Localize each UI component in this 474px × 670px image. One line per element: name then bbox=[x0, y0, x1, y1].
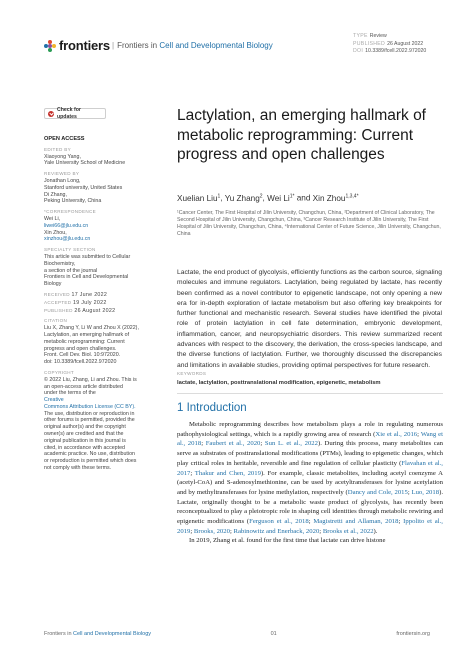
citation-link[interactable]: Ippolito et al., 2019 bbox=[177, 518, 443, 535]
citation-link[interactable]: Sun L. et al., 2022 bbox=[264, 440, 318, 448]
open-access-label: OPEN ACCESS bbox=[44, 136, 85, 142]
text-line: Lactylation, an emerging hallmark of bbox=[44, 331, 130, 338]
author-name[interactable]: Wei $Li^{1*}$ bbox=[267, 193, 295, 203]
meta-value: Review bbox=[369, 33, 387, 39]
citation-link[interactable]: Thakur and Chen, 2019 bbox=[194, 469, 261, 477]
edited-by-label: EDITED BY bbox=[44, 146, 71, 152]
author-name[interactable]: Xuelian Liu$^1$ bbox=[177, 193, 221, 203]
abstract: Lactate, the end product of glycolysis, efficiently functions as the carbon source, signaling molecules and immune regulators. Lactylation, being regulated by lactate, has recently been confirmed as a novel contributor to epigenetic landscape, not only opening a new era for in-depth exploration of lactate metabolism but also offering key breakpoints for further functional and mechanistic research. Several studies have identified the pivotal role of protein lactylation in cell fate determination, embryonic development, inflammation, cancer, and neuropsychiatric disorders. This review summarized recent advances with respect to the discovery, the derivation, the cross-species landscape, and the diverse functions of lactylation. Further, we thoroughly discussed the discrepancies and limitations in available studies, providing optimal perspectives for future research. bbox=[177, 269, 442, 369]
citation-link[interactable]: Flavahan et al., 2017 bbox=[177, 459, 443, 477]
keywords: lactate, lactylation, posttranslational modification, epigenetic, metabolism bbox=[177, 380, 381, 386]
text-line: Biochemistry, bbox=[44, 260, 76, 267]
edited-by bbox=[44, 154, 152, 168]
affiliations: ¹Cancer Center, The First Hospital of Jilin University, Changchun, China, ²Department of Clinical Laboratory, The Second Hospital of Jilin University, Changchun, China, ³Cancer Research Institute of Jilin University, The First Hospital of Jilin University, Changchun, China, ⁴International Center of Future Science, Jilin University, Changchun, China bbox=[177, 210, 441, 237]
text-line: an open-access article distributed bbox=[44, 383, 123, 390]
meta-key: DOI bbox=[353, 48, 364, 55]
text-line: Peking University, China bbox=[44, 198, 102, 205]
meta-key: TYPE bbox=[353, 33, 368, 39]
email-link[interactable]: liwei66@jlu.edu.cn bbox=[44, 222, 89, 229]
citation-link[interactable]: Luo, 2018 bbox=[411, 488, 440, 496]
sidebar bbox=[44, 108, 152, 472]
correspondence[interactable] bbox=[44, 216, 152, 243]
text-line: not comply with these terms. bbox=[44, 465, 112, 472]
text-line: or reproduction is permitted which does bbox=[44, 458, 137, 465]
text-line: Liu X, Zhang Y, Li W and Zhou X (2022), bbox=[44, 325, 139, 332]
citation-link[interactable]: Wang et al., 2018 bbox=[177, 430, 443, 448]
text-line: Commons Attribution License (CC BY). bbox=[44, 403, 136, 410]
text-line: metabolic reprogramming: Current bbox=[44, 338, 125, 345]
text-line: cited, in accordance with accepted bbox=[44, 444, 125, 451]
specialty-label: SPECIALTY SECTION bbox=[44, 247, 96, 253]
author-list: Xuelian Liu$^1$, Yu Zhang$^2$, Wei $Li^{1*}$ and Xin Zhou$^{1,3,4*}$ bbox=[177, 193, 359, 203]
reviewed-by-label: REVIEWED BY bbox=[44, 171, 80, 177]
page-footer bbox=[44, 631, 430, 637]
published-date: 26 August 2022 bbox=[74, 307, 116, 314]
accepted-date: 19 July 2022 bbox=[73, 299, 107, 306]
text-line: Wei Li, bbox=[44, 215, 61, 222]
citation-link[interactable]: Brooks, 2020 bbox=[193, 527, 230, 535]
author-affiliation-mark: 1 bbox=[217, 193, 221, 199]
text-line: original publication in this journal is bbox=[44, 437, 126, 444]
text-line: under the terms of the bbox=[44, 390, 96, 397]
author-name[interactable]: Yu Zhang$^2$ bbox=[224, 193, 263, 203]
citation-link[interactable]: Dancy and Cole, 2015 bbox=[347, 488, 408, 496]
accepted-label: ACCEPTED bbox=[44, 299, 72, 305]
meta-value: 26 August 2022 bbox=[387, 40, 424, 47]
text-line: Xiaoyong Yang, bbox=[44, 153, 81, 160]
text-line: © 2022 Liu, Zhang, Li and Zhou. This is bbox=[44, 376, 137, 383]
logo-text: frontiers bbox=[59, 38, 110, 53]
citation-link[interactable]: Ferguson et al., 2018 bbox=[249, 518, 309, 526]
frontiers-logo-icon bbox=[44, 40, 56, 52]
meta-value: 10.3389/fcell.2022.972020 bbox=[365, 48, 427, 55]
reviewed-by bbox=[44, 178, 152, 205]
intro-paragraph: In 2019, Zhang et al. found for the first time that lactate can drive histone bbox=[189, 537, 386, 545]
text-line: Biology bbox=[44, 281, 62, 288]
author-name[interactable]: Xin Zhou$^{1,3,4*}$ bbox=[312, 193, 359, 203]
divider bbox=[177, 393, 443, 394]
specialty-section bbox=[44, 254, 152, 288]
meta-row bbox=[353, 48, 426, 56]
section-heading-introduction: 1 Introduction bbox=[177, 402, 247, 414]
received-label: RECEIVED bbox=[44, 291, 70, 297]
text-line: Yale University School of Medicine bbox=[44, 160, 126, 167]
article-title: Lactylation, an emerging hallmark of metabolic reprogramming: Current progress and open challenges bbox=[177, 107, 426, 163]
cc-by-license-link[interactable] bbox=[44, 397, 152, 411]
citation-link[interactable]: Rabinowitz and Enerback, 2020 bbox=[233, 527, 320, 535]
meta-row bbox=[353, 33, 426, 41]
citation-link[interactable]: Magistretti and Allaman, 2018 bbox=[313, 518, 399, 526]
author-affiliation-mark: 1* bbox=[289, 193, 295, 199]
text-line: Front. Cell Dev. Biol. 10:972020. bbox=[44, 352, 121, 359]
text-line: Di Zhang, bbox=[44, 191, 67, 198]
intro-paragraph: Metabolic reprogramming describes how metabolism plays a role in regulating numerous pathophysiological settings, which is a rapidly growing area of research (Xie et al., 2016; Wang et al., 2018; Faubert et al., 2020; Sun L. et al., 2022). During this process, many metabolites can serve as substrates of posttranslational modifications (PTMs), leading to epigenetic changes, which play critical roles in heritable, reversible and fine regulation of cellular plasticity (Flavahan et al., 2017; Thakur and Chen, 2019). For example, classic metabolites, including acetyl coenzyme A (acetyl-CoA) and S-adenosylmethionine, can be used by acetyltransferases for lysine acetylation and by methyltransferases for lysine methylation, respectively (Dancy and Cole, 2015; Luo, 2018). Lactate, originally thought to be a metabolic waste product of glycolysis, has recently been reconceptualized to play a pleiotropic role in shaping cell identities through metabolic rewiring and epigenetic modifications (Ferguson et al., 2018; Magistretti and Allaman, 2018; Ippolito et al., 2019; Brooks, 2020; Rabinowitz and Enerback, 2020; Brooks et al., 2022). bbox=[177, 421, 443, 535]
received-date: 17 June 2022 bbox=[71, 291, 108, 298]
citation-link[interactable]: Xie et al., 2016 bbox=[375, 430, 418, 438]
text-line: Stanford university, United States bbox=[44, 184, 123, 191]
published-label: PUBLISHED bbox=[44, 307, 73, 313]
email-link[interactable]: xinzhou@jlu.edu.cn bbox=[44, 236, 91, 243]
page-header bbox=[0, 0, 474, 70]
check-for-updates-button[interactable]: Check for updates bbox=[44, 108, 106, 119]
journal-name[interactable]: | Frontiers in Cell and Developmental Biology bbox=[112, 41, 273, 50]
text-line: owner(s) are credited and that the bbox=[44, 431, 124, 438]
author-affiliation-mark: 2 bbox=[259, 193, 263, 199]
keywords-label: KEYWORDS bbox=[177, 371, 207, 376]
introduction-body bbox=[177, 420, 443, 546]
text-line: Frontiers in Cell and Developmental bbox=[44, 274, 129, 281]
text-line: Xin Zhou, bbox=[44, 229, 67, 236]
article-meta bbox=[353, 33, 426, 56]
page-number: 01 bbox=[270, 631, 277, 637]
citation bbox=[44, 325, 152, 366]
author-affiliation-mark: 1,3,4* bbox=[345, 193, 359, 199]
text-line: a section of the journal bbox=[44, 267, 98, 274]
copyright-label: COPYRIGHT bbox=[44, 369, 75, 375]
text-line: Creative bbox=[44, 397, 64, 404]
text-line: Jonathan Long, bbox=[44, 177, 81, 184]
footer-journal[interactable]: Frontiers in Cell and Developmental Biology bbox=[44, 631, 152, 637]
check-updates-icon bbox=[48, 111, 54, 117]
meta-row bbox=[353, 41, 426, 49]
text-line: This article was submitted to Cellular bbox=[44, 253, 131, 260]
meta-key: PUBLISHED bbox=[353, 40, 386, 47]
text-line: academic practice. No use, distribution bbox=[44, 451, 135, 458]
text-line: other forums is permitted, provided the bbox=[44, 417, 135, 424]
citation-label: CITATION bbox=[44, 318, 68, 324]
text-line: The use, distribution or reproduction in bbox=[44, 410, 135, 417]
text-line: original author(s) and the copyright bbox=[44, 424, 126, 431]
text-line: progress and open challenges. bbox=[44, 345, 117, 352]
frontiers-logo[interactable] bbox=[44, 38, 110, 53]
copyright-text bbox=[44, 377, 152, 472]
correspondence-label: *CORRESPONDENCE bbox=[44, 209, 96, 215]
footer-site-link[interactable]: frontiersin.org bbox=[396, 631, 430, 637]
text-line: doi: 10.3389/fcell.2022.972020 bbox=[44, 359, 117, 366]
citation-link[interactable]: Brooks et al., 2022 bbox=[322, 527, 374, 535]
citation-link[interactable]: Faubert et al., 2020 bbox=[205, 440, 261, 448]
